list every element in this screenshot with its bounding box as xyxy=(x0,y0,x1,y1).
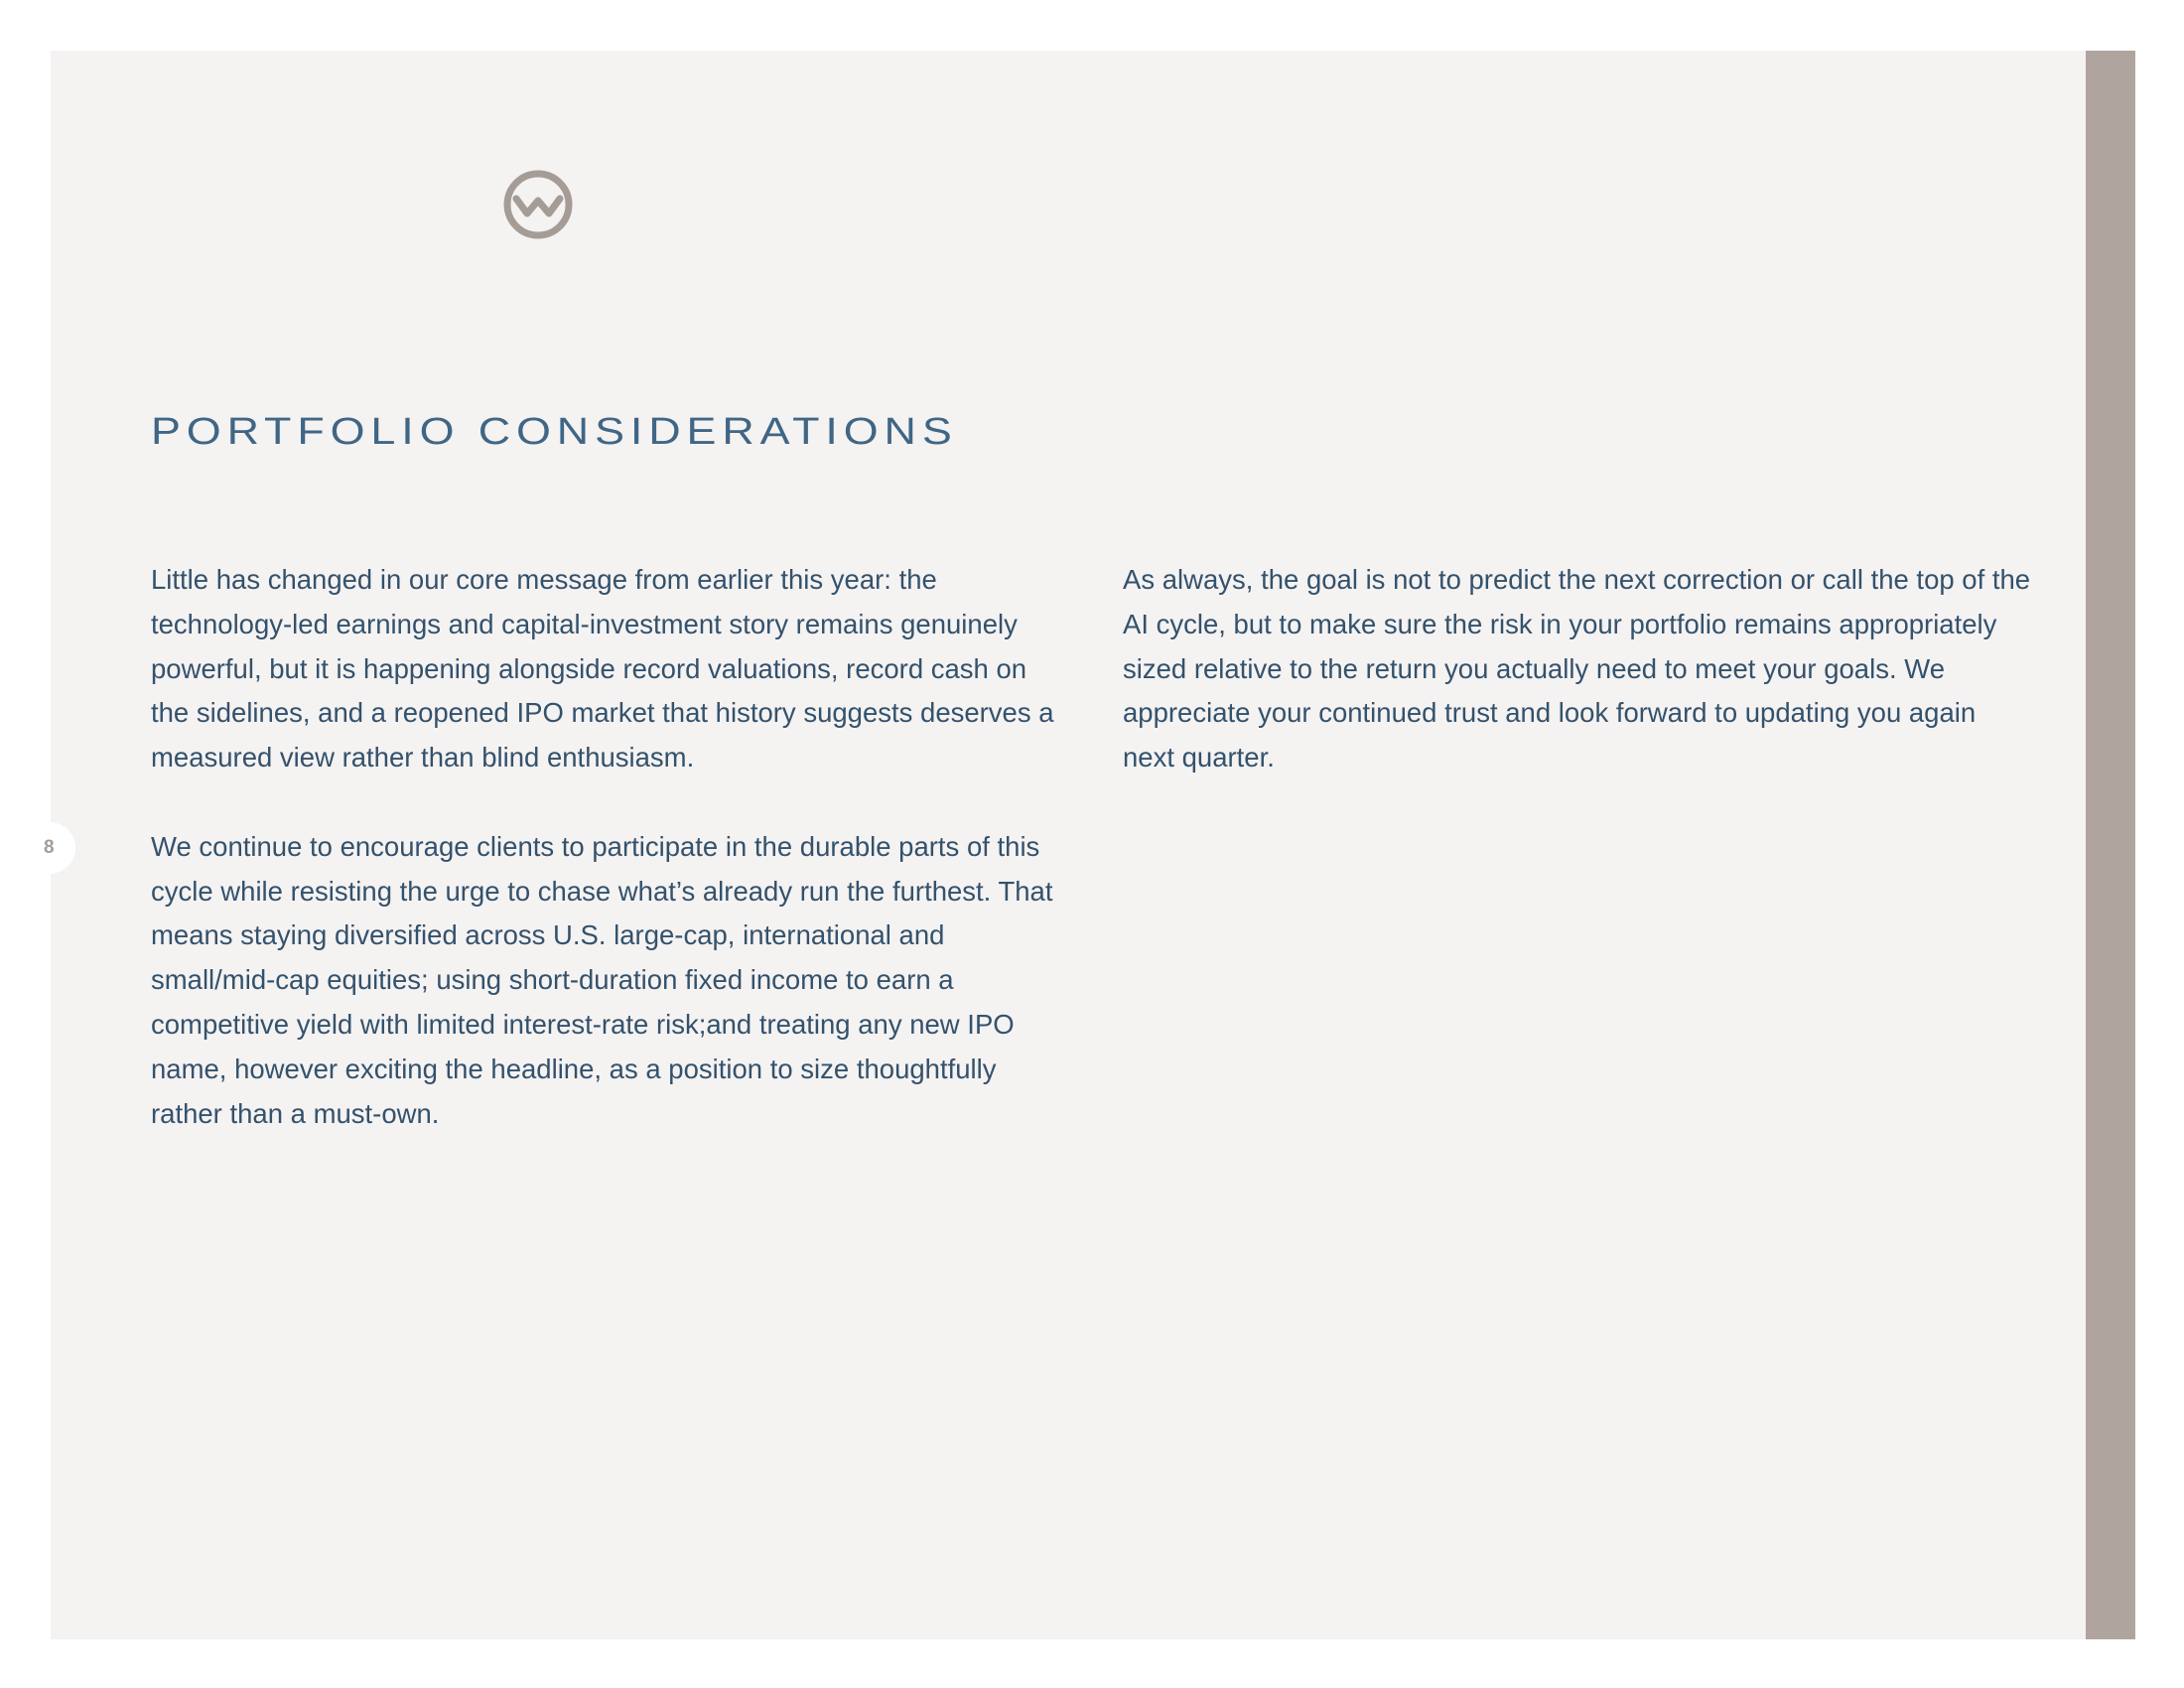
wave-circle-logo-icon xyxy=(502,169,574,240)
paragraph: As always, the goal is not to predict the next correction or call the top of the AI cycle, but to make sure the risk in your portfolio remains appropriately sized relative to the return you actually need to meet your goals. We appreciate your continued trust and look forward to updating you again next quarter. xyxy=(1123,564,2031,774)
paragraph: Little has changed in our core message from earlier this year: the technology-led earnings and capital-investment story remains genuinely powerful, but it is happening alongside record valuations, record cash on the sidelines, and a reopened IPO market that history suggests deserves a measured view rather than blind enthusiasm. xyxy=(151,564,1054,774)
left-column xyxy=(151,558,1059,1181)
section-heading: PORTFOLIO CONSIDERATIONS xyxy=(151,411,958,453)
page-number: 8 xyxy=(44,837,55,858)
paragraph: We continue to encourage clients to participate in the durable parts of this cycle while resisting the urge to chase what’s already run the furthest. That means staying diversified across U.S. large-cap, international and small/mid-cap equities; using short-duration fixed income to earn a competitive yield with limited interest-rate risk;and treating any new IPO name, however exciting the headline, as a position to size thoughtfully rather than a must-own. xyxy=(151,830,1053,1129)
side-accent-band xyxy=(2086,51,2135,1639)
right-column xyxy=(1123,558,2031,825)
page-number-tab xyxy=(22,822,75,874)
